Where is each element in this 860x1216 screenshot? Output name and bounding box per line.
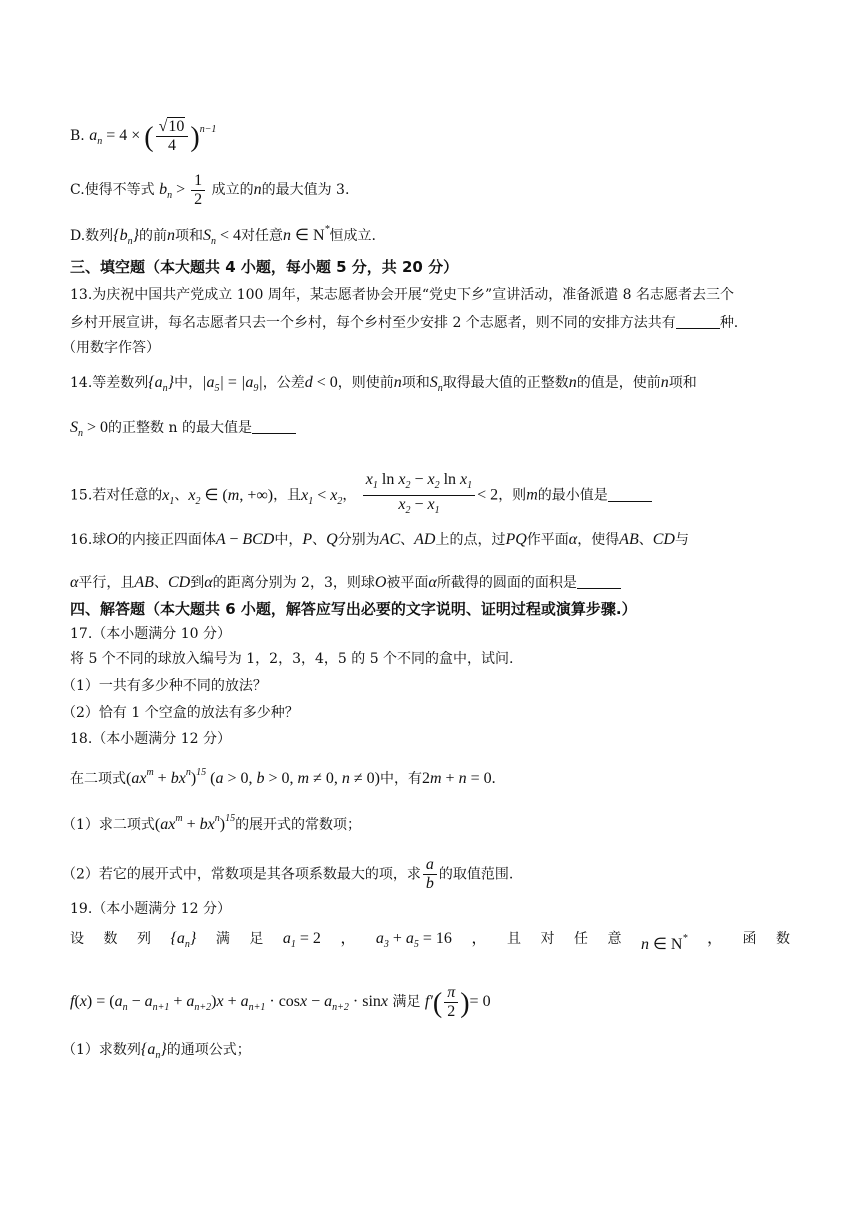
q15-answer-blank[interactable] [608, 487, 652, 502]
q14-text-g: 的值是，使前 [576, 375, 661, 391]
q18-part2-b: 的取值范围. [438, 866, 514, 883]
q16-line2-c: 到 [190, 575, 205, 591]
q14-answer-blank[interactable] [252, 419, 296, 434]
q17-title: 17.（本小题满分 10 分） [70, 626, 231, 642]
q17-part1: （1）一共有多少种不同的放法？ [62, 678, 267, 694]
q18-a-over-b: $\frac{a}{b}$ [423, 856, 437, 893]
q18-part1-a: （1）求二项式 [62, 817, 155, 833]
q16-answer-blank[interactable] [577, 574, 621, 589]
q16-text-c: 中， [274, 532, 303, 548]
q16-line2-d: 的距离分别为 2，3，则球 [212, 575, 375, 591]
q19-word: 满 [215, 931, 230, 947]
q16-text-d: 、 [312, 532, 327, 548]
q15-fraction: $\frac{x_1 \ln x_2 - x_2 \ln x_1}{x_2 - x_1}$ [363, 471, 475, 520]
q19-function-line: $f(x) = (a_n - a_{n+1} + a_{n+2})x + a_{n+1} \cdot \cos x - a_{n+2} \cdot \sin x$ 满足 f′( $\frac{\pi}{2}$ )= 0 [70, 984, 491, 1020]
q18-stem: 在二项式$(ax^m + bx^n)^{15}$ (a > 0, b > 0, m ≠ 0, n ≠ 0)中，有2m + n = 0. [70, 767, 496, 787]
option-c-text-c: 的最大值为 3. [261, 182, 350, 199]
option-c: C.使得不等式 $b_n$ > $\frac{1}{2}$ 成立的n的最大值为 3. [70, 172, 350, 208]
q16-line2-a: 平行，且 [78, 575, 135, 591]
q15-text-e: ，则 [498, 487, 527, 504]
option-d-text-e: 恒成立. [329, 228, 376, 244]
q13-answer-blank[interactable] [676, 314, 720, 329]
q14-line1: 14.等差数列$\{a_n\}$中，$|a_5| = |a_9|$，公差d < 0，则使前n项和$S_n$取得最大值的正整数n的值是，使前n项和 [70, 374, 697, 394]
option-b [70, 118, 216, 155]
q19-part1: （1）求数列$\{a_n\}$的通项公式； [62, 1041, 251, 1061]
q13-line1: 13.为庆祝中国共产党成立 100 周年，某志愿者协会开展“党史下乡”宣讲活动，准备派遣 8 名志愿者去三个 [70, 287, 735, 303]
q16-line2-f: 所截得的圆面的面积是 [436, 575, 577, 591]
option-b-label: B. [70, 128, 85, 145]
q19-word: 且 [506, 931, 521, 947]
q16-text-f: 、 [400, 532, 415, 548]
q14-text-d: ，则使前 [337, 375, 394, 391]
q16-line1: 16.球O的内接正四面体A − BCD中，P、Q分别为AC、AD上的点，过PQ作平面α，使得AB、CD与 [70, 531, 689, 548]
option-d: D.数列$\{b_n\}$的前n项和$S_n < 4$对任意n ∈ N*恒成立. [70, 224, 376, 247]
q16-text-e: 分别为 [337, 532, 380, 548]
q16-text-a: 16.球 [70, 532, 107, 548]
q18-stem-a: 在二项式 [70, 771, 126, 787]
q16-text-g: 上的点，过 [435, 532, 506, 548]
q14-text-c: ，公差 [262, 375, 305, 391]
q18-stem-b: 中，有 [379, 771, 422, 787]
q13-line3: （用数字作答） [62, 340, 160, 356]
q19-word: 意 [607, 931, 622, 947]
q13-line2-a: 乡村开展宣讲，每名志愿者只去一个乡村，每个乡村至少安排 2 个志愿者，则不同的安排方法共有 [70, 315, 676, 331]
q17-stem: 将 5 个不同的球放入编号为 1，2，3，4，5 的 5 个不同的盒中，试问. [70, 651, 514, 667]
q14-text-e: 项和 [401, 375, 430, 391]
q14-line2-text: 的正整数 n 的最大值是 [108, 420, 252, 436]
q16-line2-b: 、 [153, 575, 168, 591]
q14-text-b: 中， [174, 375, 203, 391]
q19-word: 数 [103, 931, 118, 947]
q14-text-a: 14.等差数列 [70, 375, 149, 391]
q18-title: 18.（本小题满分 12 分） [70, 731, 231, 747]
q19-title: 19.（本小题满分 12 分） [70, 901, 231, 917]
q15-text-f: 的最小值是 [537, 487, 608, 504]
option-d-text-c: 项和 [175, 228, 203, 244]
q19-word: 任 [573, 931, 588, 947]
q18-part1-b: 的展开式的常数项； [235, 817, 362, 833]
q19-word: 对 [540, 931, 555, 947]
option-c-inequality: $b_n$ > $\frac{1}{2}$ [159, 181, 207, 198]
q19-word: 设 [70, 931, 84, 947]
option-b-formula: $a_n = 4$ × ( $\frac{√10}{4}$ )$^{n-1}$ [89, 118, 217, 154]
q16-text-h: 作平面 [526, 532, 569, 548]
q19-word: 数 [775, 931, 790, 947]
option-d-text-b: 的前 [139, 228, 167, 244]
q13-line2 [70, 313, 738, 333]
q18-part2 [62, 856, 513, 893]
q14-text-h: 项和 [668, 375, 697, 391]
q17-part2: （2）恰有 1 个空盒的放法有多少种？ [62, 705, 299, 721]
q19-part1-b: 的通项公式； [166, 1042, 251, 1058]
q16-text-k: 与 [674, 532, 689, 548]
q18-part1: （1）求二项式$(ax^m + bx^n)^{15}$的展开式的常数项； [62, 813, 362, 833]
q14-line2: $S_n > 0$的正整数 n 的最大值是 [70, 418, 296, 444]
section-4-heading: 四、解答题（本大题共 6 小题，解答应写出必要的文字说明、证明过程或演算步骤.） [70, 600, 637, 618]
q13-line2-b: 种. [719, 315, 739, 331]
option-c-text-a: C.使得不等式 [70, 182, 155, 199]
q15-text-c: ，且 [273, 487, 302, 504]
q15-line: 15.若对任意的$x_1$、$x_2$ ∈ (m, +∞)，且$x_1 < x_2$， $\frac{x_1 \ln x_2 - x_2 \ln x_1}{x_2 - x_1}$ < 2，则m的最小值是 [70, 471, 652, 520]
q14-text-f: 取得最大值的正整数 [442, 375, 569, 391]
q16-text-i: ，使得 [577, 532, 620, 548]
q19-word: 列 [137, 931, 151, 947]
q19-stem-line1: 设 数 列 $\{a_n\}$ 满 足 $a_1 = 2$ ， $a_3 + a_5 = 16$ ， 且 对 任 意 n ∈ N* ， 函 数 [70, 930, 790, 953]
q16-text-j: 、 [638, 532, 653, 548]
q19-word: 函 [742, 931, 757, 947]
option-c-text-b: 成立的 [211, 182, 254, 199]
q19-stem2: 满足 [392, 994, 421, 1011]
section-3-heading: 三、填空题（本大题共 4 小题，每小题 5 分，共 20 分） [70, 258, 459, 276]
option-d-text-a: D.数列 [70, 228, 114, 244]
q15-text-d: ， [342, 487, 357, 504]
q19-part1-a: （1）求数列 [62, 1042, 141, 1058]
q19-word: 足 [249, 931, 264, 947]
q16-line2: α平行，且AB、CD到α的距离分别为 2，3，则球O被平面α所截得的圆面的面积是 [70, 573, 621, 593]
option-d-text-d: 对任意 [241, 228, 284, 244]
q16-text-b: 的内接正四面体 [117, 532, 216, 548]
q15-text-b: 、 [174, 487, 189, 504]
q15-text-a: 15.若对任意的 [70, 487, 163, 504]
q18-part2-a: （2）若它的展开式中，常数项是其各项系数最大的项，求 [62, 866, 421, 883]
q16-line2-e: 被平面 [386, 575, 429, 591]
